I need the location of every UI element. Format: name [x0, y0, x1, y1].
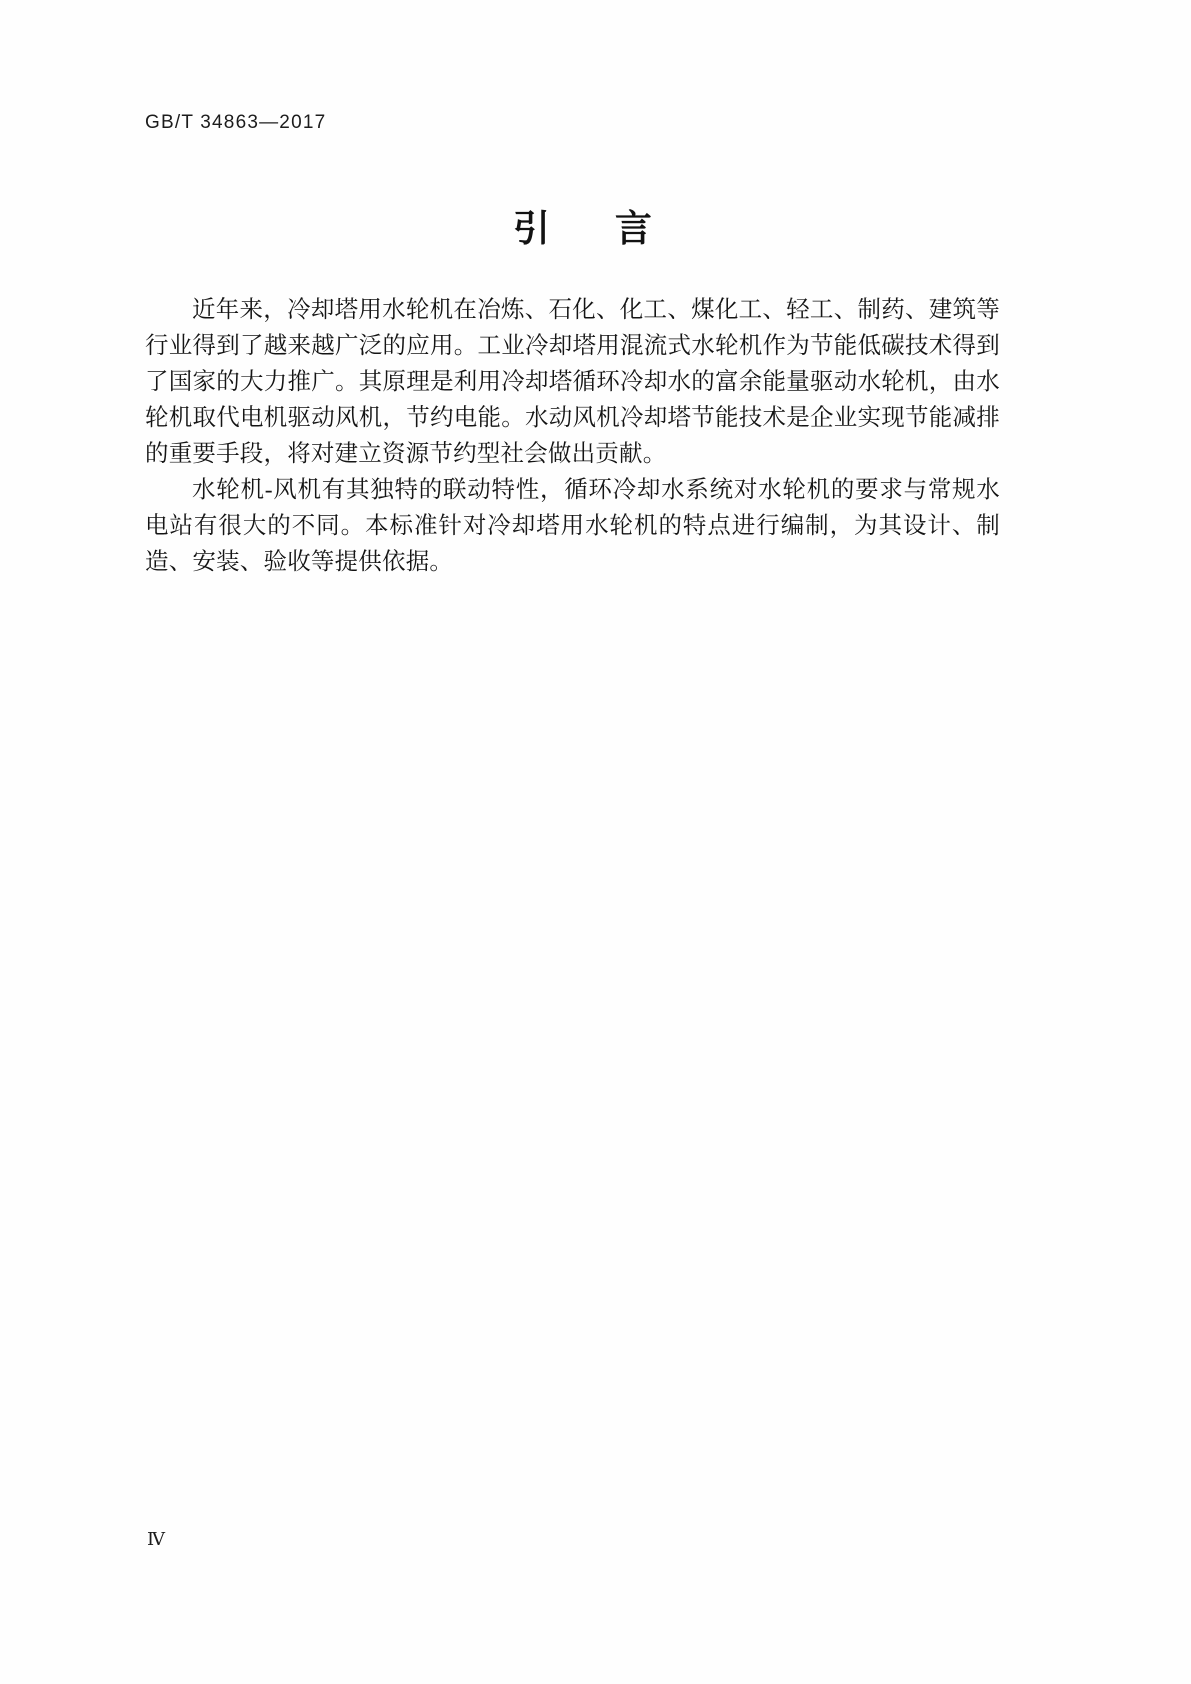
- paragraph-1: 近年来，冷却塔用水轮机在冶炼、石化、化工、煤化工、轻工、制药、建筑等行业得到了越来越广泛的应用。工业冷却塔用混流式水轮机作为节能低碳技术得到了国家的大力推广。其原理是利用冷却塔循环冷却水的富余能量驱动水轮机，由水轮机取代电机驱动风机，节约电能。水动风机冷却塔节能技术是企业实现节能减排的重要手段，将对建立资源节约型社会做出贡献。: [145, 297, 1000, 467]
- page-title: 引 言: [513, 206, 678, 250]
- standard-code-header: GB/T 34863—2017: [145, 112, 327, 133]
- page-number: Ⅳ: [147, 1529, 165, 1549]
- body-text: [145, 292, 1000, 580]
- paragraph-2: 水轮机-风机有其独特的联动特性，循环冷却水系统对水轮机的要求与常规水电站有很大的不同。本标准针对冷却塔用水轮机的特点进行编制，为其设计、制造、安装、验收等提供依据。: [145, 477, 1000, 575]
